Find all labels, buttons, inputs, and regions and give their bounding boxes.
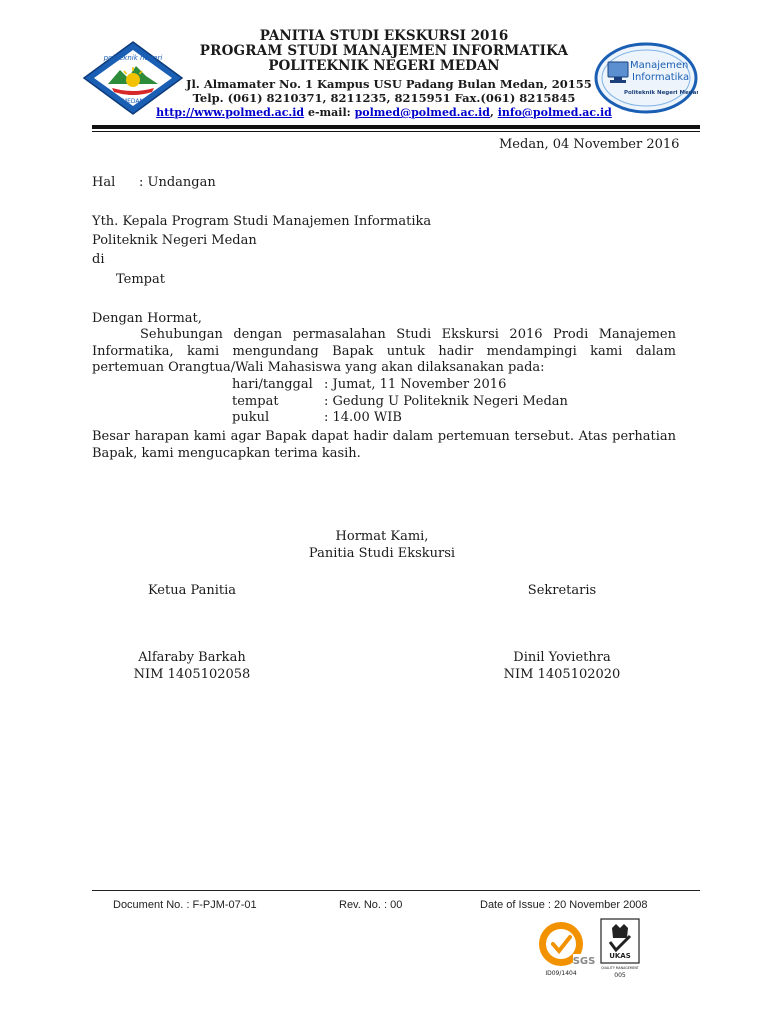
manajemen-informatika-logo [594, 40, 698, 116]
subject-label: Hal [92, 175, 116, 190]
recipient-line4: Tempat [116, 272, 165, 287]
logo-left-bottom-text: MEDAN [121, 98, 145, 105]
subject-value: : Undangan [139, 175, 216, 190]
website-link[interactable]: http://www.polmed.ac.id [156, 106, 305, 119]
body-paragraph-2 [92, 429, 676, 462]
header-address: Jl. Almamater No. 1 Kampus USU Padang Bulan Medan, 20155 [186, 77, 592, 91]
sgs-code: ID09/1404 [545, 970, 577, 977]
email-link-info[interactable]: info@polmed.ac.id [497, 106, 612, 119]
header-phone: Telp. (061) 8210371, 8211235, 8215951 Fax.(061) 8215845 [192, 91, 576, 105]
body-text-1: Sehubungan dengan permasalahan Studi Ekskursi 2016 Prodi Manajemen Informatika, kami mengundang Bapak untuk hadir mendampingi kami dalam pertemuan Orangtua/Wali Mahasiswa yang akan dilaksanakan pada: [92, 327, 676, 375]
header-rule-thick [92, 125, 700, 129]
recipient-line3: di [92, 252, 105, 267]
letter-date: Medan, 04 November 2016 [499, 137, 680, 152]
detail-value: : Gedung U Politeknik Negeri Medan [324, 393, 568, 409]
detail-value: : 14.00 WIB [324, 410, 402, 425]
body-paragraph-1 [92, 327, 676, 377]
header-committee: PANITIA STUDI EKSKURSI 2016 [259, 28, 509, 44]
sgs-text: SGS [572, 956, 596, 967]
recipient-line1: Yth. Kepala Program Studi Manajemen Informatika [92, 214, 432, 229]
footer-date-of-issue: Date of Issue : 20 November 2008 [480, 899, 648, 911]
greeting: Dengan Hormat, [92, 311, 202, 326]
sign-right-title: Sekretaris [527, 583, 597, 598]
detail-row [232, 410, 672, 427]
sign-left-nim: NIM 1405102058 [133, 667, 251, 682]
ukas-text: UKAS [609, 952, 631, 960]
recipient-line2: Politeknik Negeri Medan [92, 233, 257, 248]
closing-regards: Hormat Kami, [335, 529, 429, 544]
detail-row [232, 377, 672, 394]
footer-document-no: Document No. : F-PJM-07-01 [113, 899, 257, 911]
header-rule-thin [92, 131, 700, 132]
logo-right-text1: Manajemen [630, 60, 689, 71]
detail-label: pukul [232, 410, 270, 425]
email-link-polmed[interactable]: polmed@polmed.ac.id [354, 106, 490, 119]
footer-rev-no: Rev. No. : 00 [339, 899, 403, 911]
ukas-sub: QUALITY MANAGEMENT [601, 966, 639, 970]
sign-left-title: Ketua Panitia [147, 583, 237, 598]
event-details [232, 377, 672, 427]
logo-right-text3: Politeknik Negeri Medan [624, 90, 698, 96]
email-label: e-mail: [307, 106, 351, 119]
logo-left-top-text: politeknik negeri [103, 54, 163, 62]
header-institution: POLITEKNIK NEGERI MEDAN [268, 58, 500, 74]
logo-right-text2: Informatika [632, 72, 690, 83]
detail-label: hari/tanggal [232, 377, 313, 392]
sign-right-name: Dinil Yoviethra [513, 650, 611, 665]
sign-left-name: Alfaraby Barkah [138, 650, 246, 665]
ukas-code: 005 [614, 972, 626, 979]
email-separator: , [490, 106, 494, 119]
ukas-certification-mark [600, 918, 640, 980]
footer-rule [92, 890, 700, 891]
detail-row [232, 394, 672, 411]
sgs-certification-mark [537, 918, 599, 978]
sign-right-nim: NIM 1405102020 [503, 667, 621, 682]
detail-label: tempat [232, 393, 279, 409]
detail-value: : Jumat, 11 November 2016 [324, 377, 507, 392]
closing-committee: Panitia Studi Ekskursi [308, 546, 456, 561]
letterhead [156, 28, 612, 120]
header-program: PROGRAM STUDI MANAJEMEN INFORMATIKA [199, 43, 569, 59]
body-text-2: Besar harapan kami agar Bapak dapat hadir dalam pertemuan tersebut. Atas perhatian Bapak, kami mengucapkan terima kasih. [92, 429, 676, 461]
polmed-logo [82, 40, 184, 116]
header-contact [124, 107, 644, 120]
